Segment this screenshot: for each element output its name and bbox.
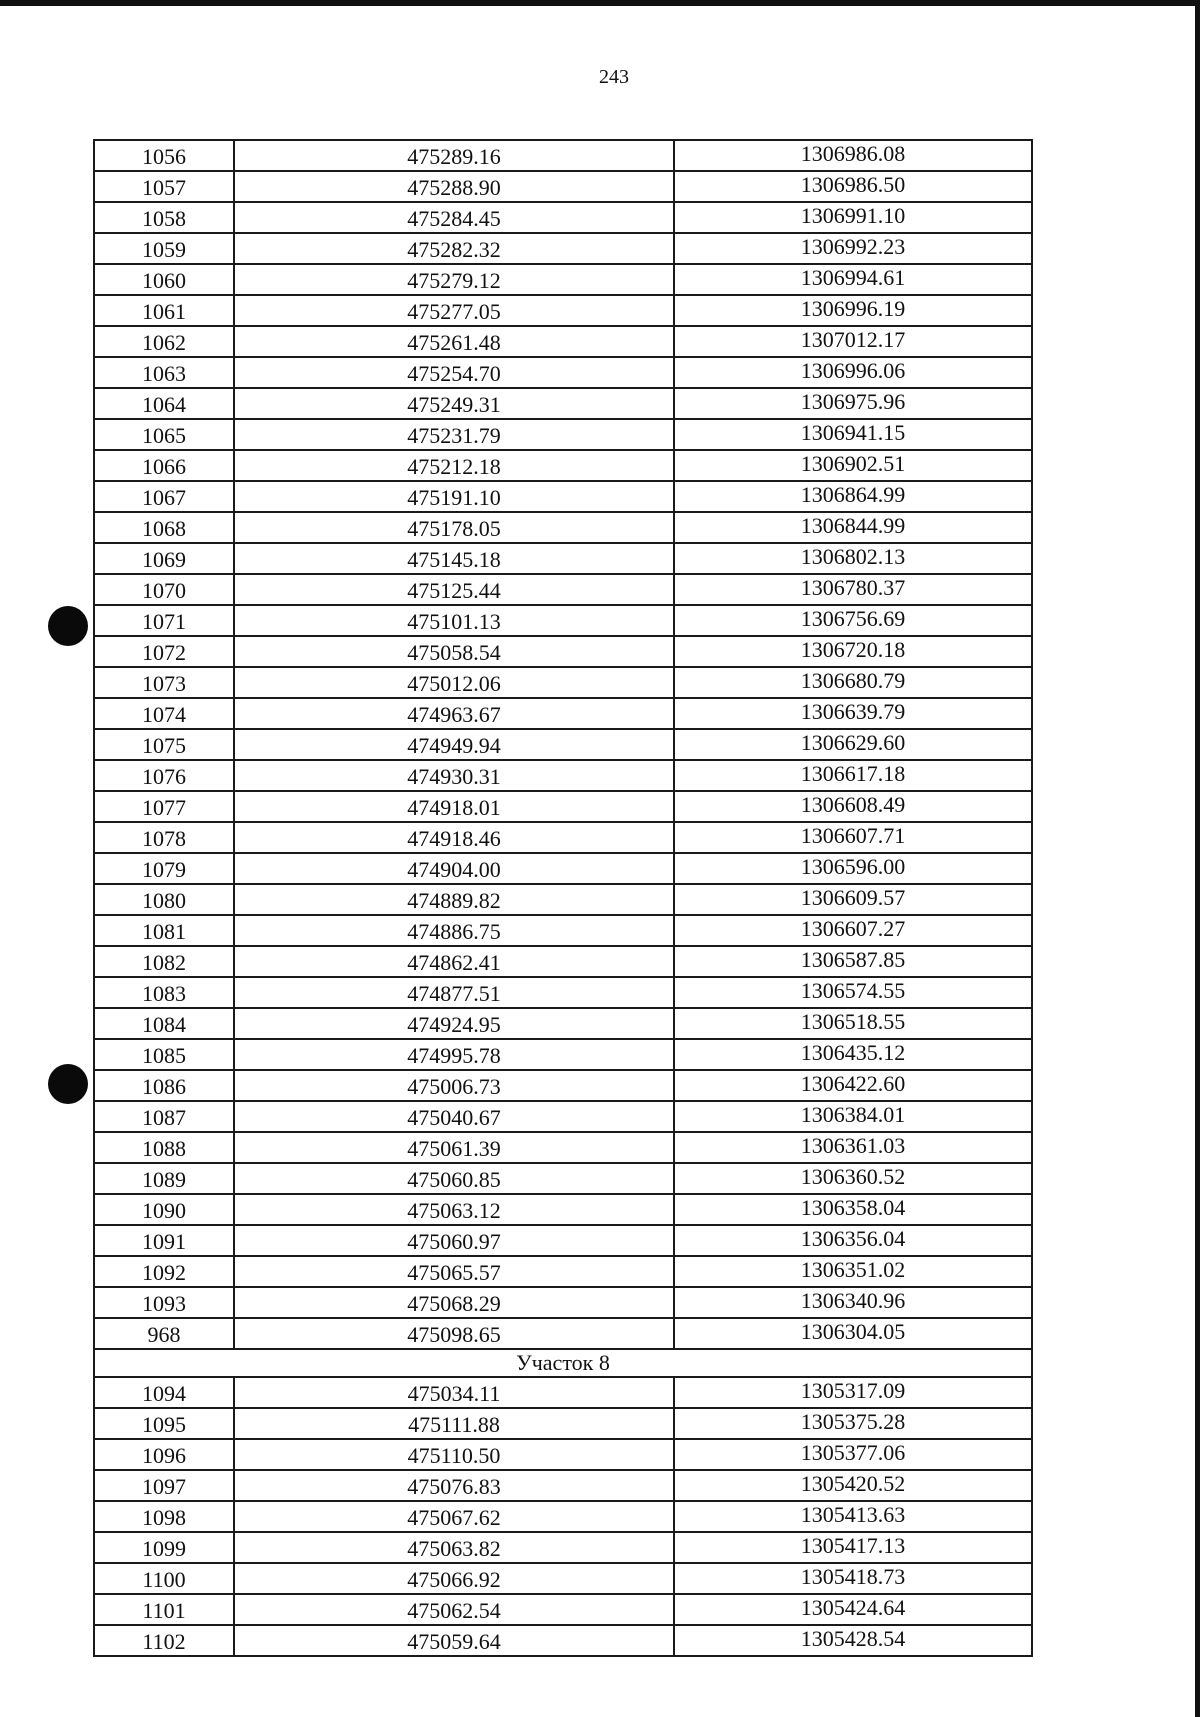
table-row — [94, 1594, 1032, 1625]
x-coordinate-cell: 475279.12 — [234, 264, 674, 295]
point-number-cell: 1084 — [94, 1008, 234, 1039]
x-coordinate-cell: 475068.29 — [234, 1287, 674, 1318]
point-number-cell: 1066 — [94, 450, 234, 481]
coordinates-table-body — [94, 140, 1032, 1656]
y-coordinate-cell: 1305377.06 — [674, 1439, 1032, 1470]
y-coordinate-cell: 1306986.50 — [674, 171, 1032, 202]
y-coordinate-cell: 1306802.13 — [674, 543, 1032, 574]
x-coordinate-cell: 475058.54 — [234, 636, 674, 667]
point-number-cell: 1096 — [94, 1439, 234, 1470]
point-number-cell: 1074 — [94, 698, 234, 729]
point-number-cell: 1082 — [94, 946, 234, 977]
y-coordinate-cell: 1306680.79 — [674, 667, 1032, 698]
table-row — [94, 729, 1032, 760]
y-coordinate-cell: 1306994.61 — [674, 264, 1032, 295]
y-coordinate-cell: 1306864.99 — [674, 481, 1032, 512]
x-coordinate-cell: 474918.01 — [234, 791, 674, 822]
x-coordinate-cell: 474918.46 — [234, 822, 674, 853]
point-number-cell: 1075 — [94, 729, 234, 760]
x-coordinate-cell: 475289.16 — [234, 140, 674, 171]
table-row — [94, 1163, 1032, 1194]
point-number-cell: 1059 — [94, 233, 234, 264]
y-coordinate-cell: 1306384.01 — [674, 1101, 1032, 1132]
x-coordinate-cell: 475034.11 — [234, 1377, 674, 1408]
y-coordinate-cell: 1306435.12 — [674, 1039, 1032, 1070]
table-row — [94, 233, 1032, 264]
table-row — [94, 636, 1032, 667]
table-row — [94, 1625, 1032, 1656]
x-coordinate-cell: 475062.54 — [234, 1594, 674, 1625]
point-number-cell: 1095 — [94, 1408, 234, 1439]
point-number-cell: 1080 — [94, 884, 234, 915]
point-number-cell: 1083 — [94, 977, 234, 1008]
scan-border-right — [1195, 0, 1200, 1717]
point-number-cell: 1076 — [94, 760, 234, 791]
table-row — [94, 1532, 1032, 1563]
point-number-cell: 1056 — [94, 140, 234, 171]
point-number-cell: 1077 — [94, 791, 234, 822]
point-number-cell: 1070 — [94, 574, 234, 605]
y-coordinate-cell: 1306608.49 — [674, 791, 1032, 822]
table-row — [94, 419, 1032, 450]
x-coordinate-cell: 475067.62 — [234, 1501, 674, 1532]
y-coordinate-cell: 1306304.05 — [674, 1318, 1032, 1349]
table-row — [94, 543, 1032, 574]
x-coordinate-cell: 474949.94 — [234, 729, 674, 760]
point-number-cell: 1068 — [94, 512, 234, 543]
y-coordinate-cell: 1306991.10 — [674, 202, 1032, 233]
point-number-cell: 1097 — [94, 1470, 234, 1501]
y-coordinate-cell: 1306609.57 — [674, 884, 1032, 915]
table-row — [94, 915, 1032, 946]
x-coordinate-cell: 474877.51 — [234, 977, 674, 1008]
x-coordinate-cell: 475063.12 — [234, 1194, 674, 1225]
table-row — [94, 946, 1032, 977]
x-coordinate-cell: 474930.31 — [234, 760, 674, 791]
x-coordinate-cell: 475065.57 — [234, 1256, 674, 1287]
point-number-cell: 1067 — [94, 481, 234, 512]
point-number-cell: 1078 — [94, 822, 234, 853]
y-coordinate-cell: 1306607.71 — [674, 822, 1032, 853]
y-coordinate-cell: 1306617.18 — [674, 760, 1032, 791]
table-row — [94, 698, 1032, 729]
y-coordinate-cell: 1306639.79 — [674, 698, 1032, 729]
x-coordinate-cell: 475061.39 — [234, 1132, 674, 1163]
y-coordinate-cell: 1306720.18 — [674, 636, 1032, 667]
x-coordinate-cell: 474862.41 — [234, 946, 674, 977]
point-number-cell: 1063 — [94, 357, 234, 388]
point-number-cell: 1087 — [94, 1101, 234, 1132]
y-coordinate-cell: 1306596.00 — [674, 853, 1032, 884]
table-row — [94, 357, 1032, 388]
y-coordinate-cell: 1305418.73 — [674, 1563, 1032, 1594]
table-row — [94, 1256, 1032, 1287]
x-coordinate-cell: 475110.50 — [234, 1439, 674, 1470]
x-coordinate-cell: 475191.10 — [234, 481, 674, 512]
point-number-cell: 1093 — [94, 1287, 234, 1318]
y-coordinate-cell: 1306844.99 — [674, 512, 1032, 543]
x-coordinate-cell: 475261.48 — [234, 326, 674, 357]
table-row — [94, 140, 1032, 171]
y-coordinate-cell: 1305413.63 — [674, 1501, 1032, 1532]
table-row — [94, 1318, 1032, 1349]
point-number-cell: 1102 — [94, 1625, 234, 1656]
point-number-cell: 1057 — [94, 171, 234, 202]
table-row — [94, 202, 1032, 233]
point-number-cell: 1094 — [94, 1377, 234, 1408]
table-row — [94, 1439, 1032, 1470]
y-coordinate-cell: 1305420.52 — [674, 1470, 1032, 1501]
point-number-cell: 1058 — [94, 202, 234, 233]
y-coordinate-cell: 1306941.15 — [674, 419, 1032, 450]
table-row — [94, 1194, 1032, 1225]
table-row — [94, 1039, 1032, 1070]
y-coordinate-cell: 1306351.02 — [674, 1256, 1032, 1287]
table-row — [94, 884, 1032, 915]
table-row — [94, 481, 1032, 512]
y-coordinate-cell: 1305424.64 — [674, 1594, 1032, 1625]
x-coordinate-cell: 475277.05 — [234, 295, 674, 326]
x-coordinate-cell: 474886.75 — [234, 915, 674, 946]
x-coordinate-cell: 475101.13 — [234, 605, 674, 636]
table-row — [94, 822, 1032, 853]
point-number-cell: 1099 — [94, 1532, 234, 1563]
point-number-cell: 1073 — [94, 667, 234, 698]
point-number-cell: 1090 — [94, 1194, 234, 1225]
y-coordinate-cell: 1306574.55 — [674, 977, 1032, 1008]
x-coordinate-cell: 475006.73 — [234, 1070, 674, 1101]
table-row — [94, 326, 1032, 357]
y-coordinate-cell: 1306902.51 — [674, 450, 1032, 481]
point-number-cell: 968 — [94, 1318, 234, 1349]
y-coordinate-cell: 1306587.85 — [674, 946, 1032, 977]
x-coordinate-cell: 475178.05 — [234, 512, 674, 543]
table-row — [94, 1101, 1032, 1132]
coordinates-table — [93, 139, 1033, 1657]
y-coordinate-cell: 1306518.55 — [674, 1008, 1032, 1039]
x-coordinate-cell: 475059.64 — [234, 1625, 674, 1656]
x-coordinate-cell: 475254.70 — [234, 357, 674, 388]
x-coordinate-cell: 475111.88 — [234, 1408, 674, 1439]
point-number-cell: 1088 — [94, 1132, 234, 1163]
point-number-cell: 1072 — [94, 636, 234, 667]
punch-hole-mark — [48, 1064, 88, 1104]
x-coordinate-cell: 475231.79 — [234, 419, 674, 450]
table-row — [94, 1225, 1032, 1256]
y-coordinate-cell: 1305317.09 — [674, 1377, 1032, 1408]
table-row — [94, 1287, 1032, 1318]
x-coordinate-cell: 475060.97 — [234, 1225, 674, 1256]
y-coordinate-cell: 1306780.37 — [674, 574, 1032, 605]
table-row — [94, 605, 1032, 636]
scan-border-top — [0, 0, 1200, 6]
x-coordinate-cell: 475063.82 — [234, 1532, 674, 1563]
x-coordinate-cell: 474924.95 — [234, 1008, 674, 1039]
y-coordinate-cell: 1306360.52 — [674, 1163, 1032, 1194]
x-coordinate-cell: 475076.83 — [234, 1470, 674, 1501]
table-row — [94, 1501, 1032, 1532]
punch-hole-mark — [48, 606, 88, 646]
point-number-cell: 1065 — [94, 419, 234, 450]
y-coordinate-cell: 1305428.54 — [674, 1625, 1032, 1656]
point-number-cell: 1069 — [94, 543, 234, 574]
table-row — [94, 791, 1032, 822]
table-row — [94, 977, 1032, 1008]
page-number: 243 — [599, 66, 629, 88]
section-label: Участок 8 — [94, 1349, 1032, 1377]
point-number-cell: 1100 — [94, 1563, 234, 1594]
y-coordinate-cell: 1307012.17 — [674, 326, 1032, 357]
table-row — [94, 760, 1032, 791]
x-coordinate-cell: 475125.44 — [234, 574, 674, 605]
y-coordinate-cell: 1306996.06 — [674, 357, 1032, 388]
y-coordinate-cell: 1306358.04 — [674, 1194, 1032, 1225]
table-row — [94, 1132, 1032, 1163]
point-number-cell: 1086 — [94, 1070, 234, 1101]
x-coordinate-cell: 475098.65 — [234, 1318, 674, 1349]
section-header-row — [94, 1349, 1032, 1377]
table-row — [94, 667, 1032, 698]
point-number-cell: 1091 — [94, 1225, 234, 1256]
table-row — [94, 295, 1032, 326]
y-coordinate-cell: 1306340.96 — [674, 1287, 1032, 1318]
table-row — [94, 1563, 1032, 1594]
y-coordinate-cell: 1306356.04 — [674, 1225, 1032, 1256]
table-row — [94, 1377, 1032, 1408]
y-coordinate-cell: 1306607.27 — [674, 915, 1032, 946]
x-coordinate-cell: 474995.78 — [234, 1039, 674, 1070]
point-number-cell: 1098 — [94, 1501, 234, 1532]
y-coordinate-cell: 1306992.23 — [674, 233, 1032, 264]
x-coordinate-cell: 475060.85 — [234, 1163, 674, 1194]
x-coordinate-cell: 475145.18 — [234, 543, 674, 574]
x-coordinate-cell: 475212.18 — [234, 450, 674, 481]
x-coordinate-cell: 474904.00 — [234, 853, 674, 884]
x-coordinate-cell: 474963.67 — [234, 698, 674, 729]
point-number-cell: 1089 — [94, 1163, 234, 1194]
table-row — [94, 171, 1032, 202]
point-number-cell: 1071 — [94, 605, 234, 636]
point-number-cell: 1064 — [94, 388, 234, 419]
x-coordinate-cell: 475249.31 — [234, 388, 674, 419]
point-number-cell: 1081 — [94, 915, 234, 946]
x-coordinate-cell: 475040.67 — [234, 1101, 674, 1132]
y-coordinate-cell: 1306361.03 — [674, 1132, 1032, 1163]
y-coordinate-cell: 1306422.60 — [674, 1070, 1032, 1101]
y-coordinate-cell: 1305417.13 — [674, 1532, 1032, 1563]
table-row — [94, 853, 1032, 884]
x-coordinate-cell: 474889.82 — [234, 884, 674, 915]
point-number-cell: 1061 — [94, 295, 234, 326]
y-coordinate-cell: 1306975.96 — [674, 388, 1032, 419]
y-coordinate-cell: 1306756.69 — [674, 605, 1032, 636]
x-coordinate-cell: 475012.06 — [234, 667, 674, 698]
y-coordinate-cell: 1306986.08 — [674, 140, 1032, 171]
table-row — [94, 450, 1032, 481]
x-coordinate-cell: 475282.32 — [234, 233, 674, 264]
point-number-cell: 1101 — [94, 1594, 234, 1625]
point-number-cell: 1062 — [94, 326, 234, 357]
point-number-cell: 1092 — [94, 1256, 234, 1287]
point-number-cell: 1079 — [94, 853, 234, 884]
y-coordinate-cell: 1306996.19 — [674, 295, 1032, 326]
table-row — [94, 1008, 1032, 1039]
table-row — [94, 512, 1032, 543]
table-row — [94, 1470, 1032, 1501]
table-row — [94, 264, 1032, 295]
table-row — [94, 388, 1032, 419]
table-row — [94, 1408, 1032, 1439]
table-row — [94, 574, 1032, 605]
x-coordinate-cell: 475066.92 — [234, 1563, 674, 1594]
y-coordinate-cell: 1306629.60 — [674, 729, 1032, 760]
x-coordinate-cell: 475284.45 — [234, 202, 674, 233]
point-number-cell: 1060 — [94, 264, 234, 295]
x-coordinate-cell: 475288.90 — [234, 171, 674, 202]
point-number-cell: 1085 — [94, 1039, 234, 1070]
table-row — [94, 1070, 1032, 1101]
y-coordinate-cell: 1305375.28 — [674, 1408, 1032, 1439]
